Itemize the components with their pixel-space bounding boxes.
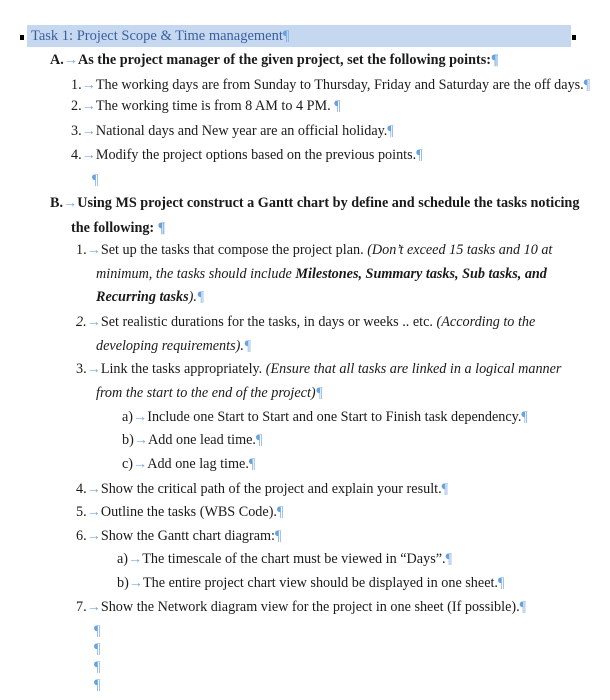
list-item: 4.→Modify the project options based on the previous points.¶ xyxy=(71,147,423,163)
list-item-cont: minimum, the tasks should include Milestones, Summary tasks, Sub tasks, and xyxy=(96,266,547,282)
list-item: 5.→Outline the tasks (WBS Code).¶ xyxy=(76,504,284,520)
empty-paragraph-mark: ¶ xyxy=(94,659,101,675)
list-item: 1.→The working days are from Sunday to Thursday, Friday and Saturday are the off days.¶ xyxy=(71,77,591,93)
empty-paragraph-mark: ¶ xyxy=(92,172,99,188)
section-a-heading: A.→As the project manager of the given project, set the following points:¶ xyxy=(50,52,499,68)
empty-paragraph-mark: ¶ xyxy=(94,641,101,657)
list-item: 6.→Show the Gantt chart diagram:¶ xyxy=(76,528,282,544)
list-item: 3.→Link the tasks appropriately. (Ensure that all tasks are linked in a logical manner xyxy=(76,361,562,377)
list-item-cont: from the start to the end of the project)¶ xyxy=(96,385,324,401)
list-item: 3.→National days and New year are an official holiday.¶ xyxy=(71,123,394,139)
heading-bullet-left xyxy=(20,35,24,40)
empty-paragraph-mark: ¶ xyxy=(94,677,101,693)
sub-list-item: b)→Add one lead time.¶ xyxy=(122,432,263,448)
sub-list-item: c)→Add one lag time.¶ xyxy=(122,456,256,472)
list-item-cont: Recurring tasks).¶ xyxy=(96,289,205,305)
section-b-heading: B.→Using MS project construct a Gantt chart by define and schedule the tasks noticing xyxy=(50,195,580,211)
sub-list-item: b)→The entire project chart view should be displayed in one sheet.¶ xyxy=(117,575,505,591)
list-item: 2.→The working time is from 8 AM to 4 PM. ¶ xyxy=(71,98,341,114)
heading-bullet-right xyxy=(572,35,576,40)
list-item: 2.→Set realistic durations for the tasks, in days or weeks .. etc. (According to the xyxy=(76,314,536,330)
task-title: Task 1: Project Scope & Time management¶ xyxy=(31,28,290,44)
list-item: 7.→Show the Network diagram view for the project in one sheet (If possible).¶ xyxy=(76,599,527,615)
section-b-heading-cont: the following: ¶ xyxy=(71,220,166,236)
list-item-cont: developing requirements).¶ xyxy=(96,338,252,354)
list-item: 4.→Show the critical path of the project and explain your result.¶ xyxy=(76,481,449,497)
sub-list-item: a)→Include one Start to Start and one Start to Finish task dependency.¶ xyxy=(122,409,528,425)
sub-list-item: a)→The timescale of the chart must be viewed in “Days”.¶ xyxy=(117,551,452,567)
list-item: 1.→Set up the tasks that compose the project plan. (Don’t exceed 15 tasks and 10 at xyxy=(76,242,553,258)
empty-paragraph-mark: ¶ xyxy=(94,623,101,639)
